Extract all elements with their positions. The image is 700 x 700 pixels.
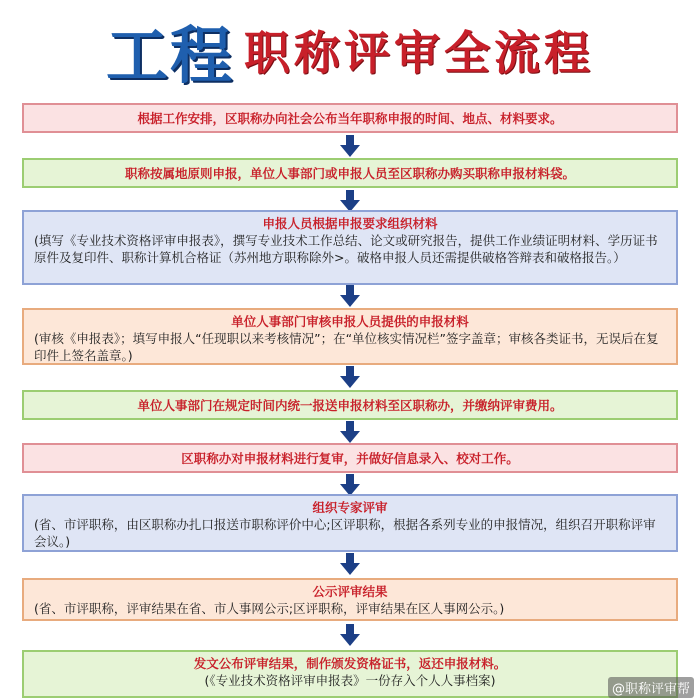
step-6-box [22,443,678,473]
step-2-box [22,158,678,188]
arrow-down-icon [340,190,360,212]
step-9-note: (《专业技术资格评审申报表》一份存入个人人事档案) [204,673,496,688]
step-3-detail: (填写《专业技术资格评审申报表》，撰写专业技术工作总结、论文或研究报告，提供工作业绩证明材料、学历证书原件及复印件、职称计算机合格证（苏州地方职称除外>。破格申报人员还需提供破格答辩表和破格报告。） [34,233,658,265]
arrow-down-icon [340,135,360,157]
step-8-detail: (省、市评职称，评审结果在省、市人事网公示;区评职称，评审结果在区人事网公示。) [34,601,505,616]
step-3-box [22,210,678,285]
arrow-down-icon [340,421,360,443]
step-4-box [22,308,678,365]
title-sub: 职称评审全流程 [244,26,594,80]
step-2-text: 职称按属地原则申报，单位人事部门或申报人员至区职称办购买职称申报材料袋。 [124,166,575,181]
arrow-down-icon [340,366,360,388]
step-3-heading: 申报人员根据申报要求组织材料 [262,216,438,231]
step-9-heading: 发文公布评审结果，制作颁发资格证书，返还申报材料。 [193,656,507,671]
step-1-text: 根据工作安排，区职称办向社会公布当年职称申报的时间、地点、材料要求。 [137,111,563,126]
arrow-down-icon [340,474,360,496]
step-4-heading: 单位人事部门审核申报人员提供的申报材料 [231,314,469,329]
step-1-box [22,103,678,133]
step-5-text: 单位人事部门在规定时间内统一报送申报材料至区职称办，并缴纳评审费用。 [137,398,563,413]
step-8-heading: 公示评审结果 [312,584,388,599]
arrow-down-icon [340,624,360,646]
arrow-down-icon [340,285,360,307]
watermark: @职称评审帮 [608,677,694,698]
arrow-down-icon [340,553,360,575]
step-9-box [22,650,678,698]
step-4-detail: (审核《申报表》；填写申报人“任现职以来考核情况”；在“单位核实情况栏”签字盖章；审核各类证书，无误后在复印件上签名盖章。) [34,331,659,363]
page-title [0,0,700,100]
step-5-box [22,390,678,420]
step-8-box [22,578,678,621]
step-7-detail: (省、市评职称，由区职称办扎口报送市职称评价中心;区评职称，根据各系列专业的申报情况，组织召开职称评审会议。) [34,517,656,549]
step-7-heading: 组织专家评审 [312,500,388,515]
step-7-box [22,494,678,552]
title-main: 工程 [105,18,234,92]
step-6-text: 区职称办对申报材料进行复审，并做好信息录入、校对工作。 [181,451,519,466]
